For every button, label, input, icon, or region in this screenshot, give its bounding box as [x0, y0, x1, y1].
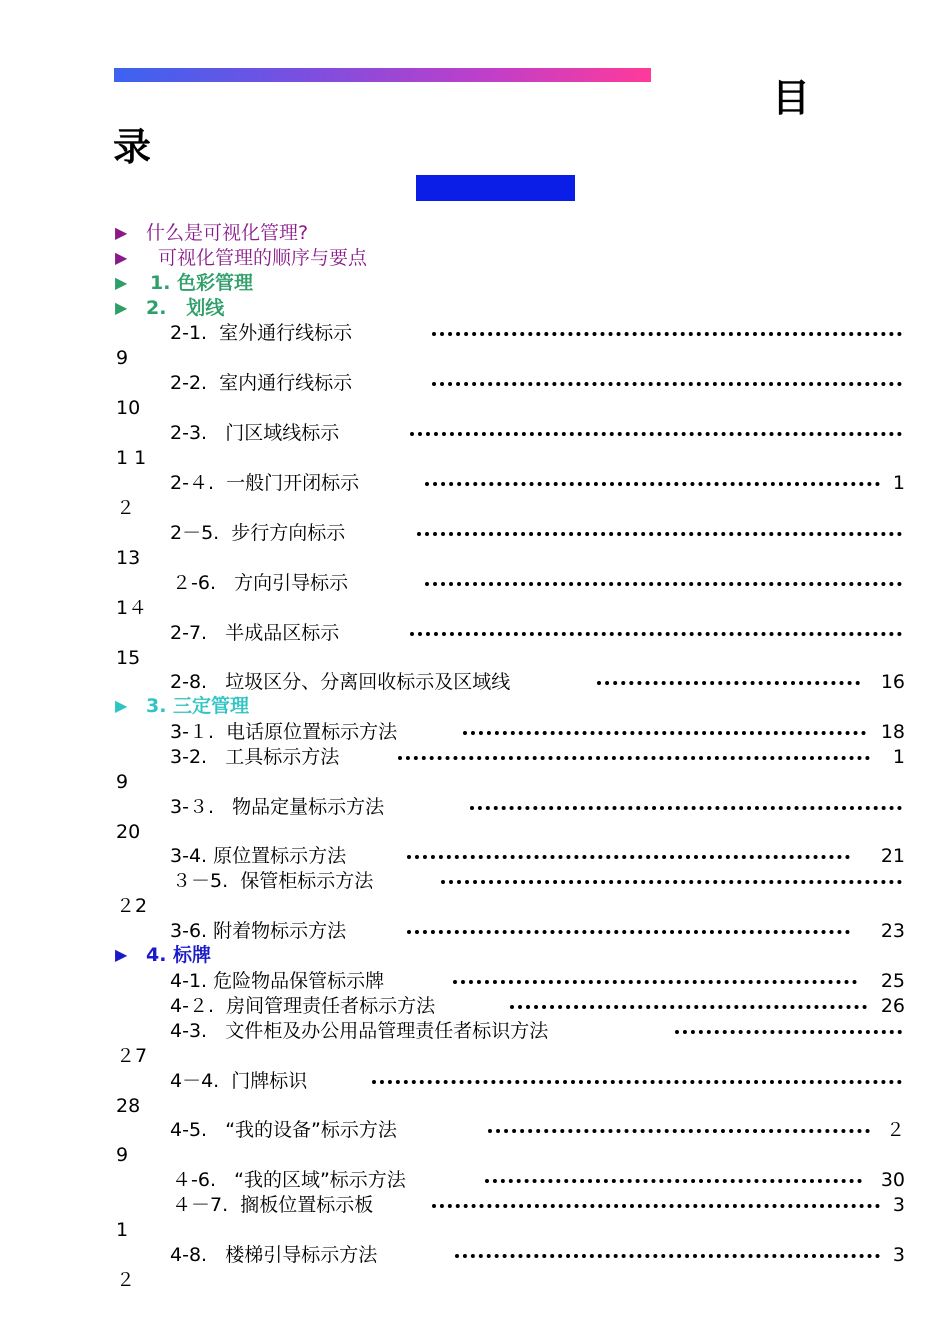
- leader-dots: [372, 1080, 902, 1084]
- toc-page-number-wrapped: 20: [116, 821, 141, 843]
- toc-entry-label[interactable]: 3-３. 物品定量标示方法: [170, 796, 385, 818]
- leader-dots: [510, 1005, 867, 1009]
- arrow-icon: ▶: [115, 945, 128, 964]
- toc-entry-label[interactable]: 3-4. 原位置标示方法: [170, 845, 347, 867]
- toc-page-number-wrapped: 10: [116, 397, 141, 419]
- leader-dots: [675, 1030, 902, 1034]
- leader-dots: [398, 756, 870, 760]
- toc-page-number-wrapped: ２: [116, 1269, 136, 1291]
- leader-dots: [441, 880, 902, 884]
- toc-page-number: 21: [880, 845, 905, 867]
- toc-entry-label[interactable]: 2-2. 室内通行线标示: [170, 372, 353, 394]
- leader-dots: [432, 332, 902, 336]
- leader-dots: [597, 681, 860, 685]
- leader-dots: [410, 632, 902, 636]
- title-char-1: 目: [772, 76, 811, 120]
- title-char-2: 录: [113, 125, 152, 169]
- toc-entry-label[interactable]: 4-5. “我的设备”标示方法: [170, 1119, 397, 1141]
- toc-page-number: 25: [880, 970, 905, 992]
- toc-entry-label[interactable]: ３－5. 保管柜标示方法: [172, 870, 374, 892]
- leader-dots: [425, 582, 902, 586]
- toc-page-number-wrapped: 1: [116, 1219, 129, 1241]
- toc-page-number-wrapped: ２7: [116, 1045, 148, 1067]
- arrow-icon: ▶: [115, 273, 128, 292]
- toc-entry-label[interactable]: 2-1. 室外通行线标示: [170, 322, 353, 344]
- toc-page-number-wrapped: 9: [116, 1144, 129, 1166]
- leader-dots: [407, 855, 850, 859]
- section-what-is-visual-mgmt[interactable]: 什么是可视化管理?: [146, 222, 309, 244]
- arrow-icon: ▶: [115, 298, 128, 317]
- toc-entry-label[interactable]: 2-8. 垃圾区分、分离回收标示及区域线: [170, 671, 511, 693]
- arrow-icon: ▶: [115, 248, 128, 267]
- toc-page-number: 16: [880, 671, 905, 693]
- toc-entry-label[interactable]: 4-3. 文件柜及办公用品管理责任者标识方法: [170, 1020, 549, 1042]
- arrow-icon: ▶: [115, 696, 128, 715]
- toc-page-number: 3: [892, 1194, 905, 1216]
- section-lines[interactable]: 2. 划线: [146, 297, 225, 319]
- toc-page-number-wrapped: 9: [116, 771, 129, 793]
- toc-page-number: ２: [885, 1119, 905, 1141]
- toc-entry-label[interactable]: 2-7. 半成品区标示: [170, 622, 340, 644]
- toc-entry-label[interactable]: 3-１. 电话原位置标示方法: [170, 721, 398, 743]
- toc-entry-label[interactable]: ２-6. 方向引导标示: [172, 572, 349, 594]
- section-color-mgmt[interactable]: 1. 色彩管理: [150, 272, 254, 294]
- toc-entry-label[interactable]: ４-6. “我的区域”标示方法: [172, 1169, 406, 1191]
- toc-entry-label[interactable]: 3-2. 工具标示方法: [170, 746, 340, 768]
- leader-dots: [417, 532, 902, 536]
- section-sequence-and-points[interactable]: 可视化管理的顺序与要点: [158, 247, 368, 269]
- toc-page-number-wrapped: ２: [116, 497, 136, 519]
- section-three-fixed[interactable]: 3. 三定管理: [146, 695, 250, 717]
- toc-page-number-wrapped: 1 1: [116, 447, 147, 469]
- toc-page-number-wrapped: 28: [116, 1095, 141, 1117]
- leader-dots: [432, 1204, 880, 1208]
- leader-dots: [488, 1129, 870, 1133]
- section-signboards[interactable]: 4. 标牌: [146, 944, 212, 966]
- toc-page-number: 18: [880, 721, 905, 743]
- toc-page-number: 30: [880, 1169, 905, 1191]
- leader-dots: [485, 1179, 862, 1183]
- toc-entry-label[interactable]: 4－4. 门牌标识: [170, 1070, 308, 1092]
- leader-dots: [407, 930, 850, 934]
- leader-dots: [453, 980, 857, 984]
- leader-dots: [432, 382, 902, 386]
- toc-page-number: 1: [892, 746, 905, 768]
- toc-entry-label[interactable]: 2-3. 门区域线标示: [170, 422, 340, 444]
- toc-page-number-wrapped: 15: [116, 647, 141, 669]
- toc-page-number: 26: [880, 995, 905, 1017]
- leader-dots: [470, 806, 902, 810]
- toc-page-number: 23: [880, 920, 905, 942]
- toc-entry-label[interactable]: 4-２. 房间管理责任者标示方法: [170, 995, 436, 1017]
- toc-page-number: 3: [892, 1244, 905, 1266]
- toc-page-number: 1: [892, 472, 905, 494]
- decorative-blue-block: [416, 175, 575, 201]
- toc-entry-label[interactable]: ４－7. 搁板位置标示板: [172, 1194, 374, 1216]
- toc-page-number-wrapped: 13: [116, 547, 141, 569]
- toc-entry-label[interactable]: 3-6. 附着物标示方法: [170, 920, 347, 942]
- toc-page-number-wrapped: 1４: [116, 597, 148, 619]
- arrow-icon: ▶: [115, 223, 128, 242]
- toc-page-number-wrapped: ２2: [116, 895, 148, 917]
- leader-dots: [410, 432, 902, 436]
- toc-entry-label[interactable]: 2-４. 一般门开闭标示: [170, 472, 360, 494]
- toc-entry-label[interactable]: 4-8. 楼梯引导标示方法: [170, 1244, 378, 1266]
- toc-entry-label[interactable]: 2－5. 步行方向标示: [170, 522, 346, 544]
- leader-dots: [455, 1254, 880, 1258]
- toc-page-number-wrapped: 9: [116, 347, 129, 369]
- decorative-gradient-bar: [114, 68, 651, 82]
- leader-dots: [425, 482, 880, 486]
- leader-dots: [463, 731, 866, 735]
- toc-entry-label[interactable]: 4-1. 危险物品保管标示牌: [170, 970, 385, 992]
